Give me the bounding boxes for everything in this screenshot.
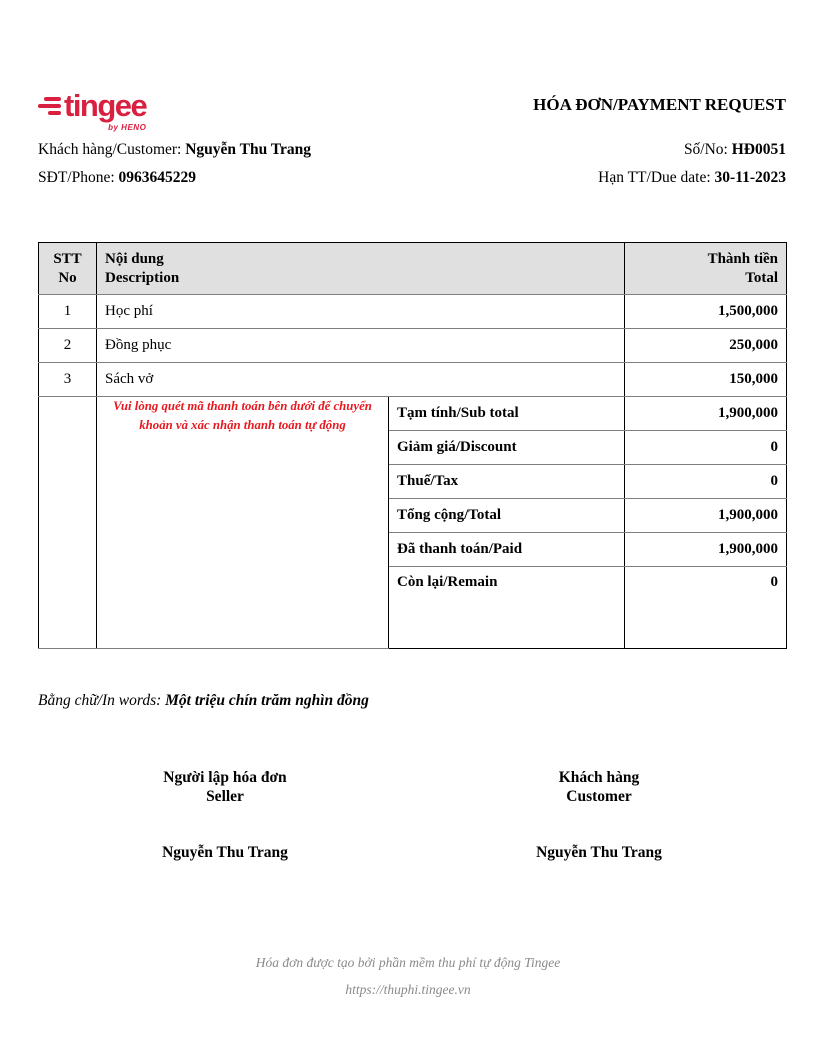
item-description: Học phí — [97, 295, 625, 329]
customer-signature-block — [412, 768, 786, 862]
item-no: 1 — [39, 295, 97, 329]
column-header-total — [625, 243, 787, 295]
header-no-line2: No — [58, 269, 77, 286]
summary-label: Thuế/Tax — [389, 465, 625, 499]
customer-title-en: Customer — [566, 788, 632, 806]
customer-name-signature: Nguyễn Thu Trang — [536, 843, 662, 861]
summary-value: 1,900,000 — [625, 499, 787, 533]
info-row-2 — [38, 169, 786, 187]
table-row — [39, 363, 787, 397]
item-amount: 250,000 — [625, 329, 787, 363]
seller-title-vi: Người lập hóa đơn — [163, 769, 287, 786]
document-title: HÓA ĐƠN/PAYMENT REQUEST — [533, 95, 786, 114]
footer-url: https://thuphi.tingee.vn — [345, 982, 471, 997]
seller-name: Nguyễn Thu Trang — [162, 843, 288, 861]
summary-value: 0 — [625, 567, 787, 649]
footer — [0, 955, 816, 998]
due-date-line — [598, 169, 786, 187]
header — [38, 90, 786, 132]
item-description: Sách vở — [97, 363, 625, 397]
column-header-description — [97, 243, 625, 295]
summary-label: Giảm giá/Discount — [389, 431, 625, 465]
summary-label: Tổng cộng/Total — [389, 499, 625, 533]
customer-title-vi: Khách hàng — [558, 769, 640, 786]
seller-title-en: Seller — [206, 788, 244, 806]
summary-label: Còn lại/Remain — [389, 567, 625, 649]
item-amount: 1,500,000 — [625, 295, 787, 329]
signature-section — [38, 768, 786, 862]
table-header-row — [39, 243, 787, 295]
phone-value: 0963645229 — [118, 169, 197, 186]
phone-label: SĐT/Phone: — [38, 169, 115, 186]
summary-value: 1,900,000 — [625, 397, 787, 431]
item-no: 3 — [39, 363, 97, 397]
phone-line — [38, 169, 196, 187]
due-date-label: Hạn TT/Due date: — [598, 169, 711, 186]
in-words-label: Bằng chữ/In words: — [38, 692, 162, 709]
logo-text: tingee — [64, 88, 147, 123]
summary-row — [39, 397, 787, 431]
payment-note-cell — [97, 397, 389, 649]
due-date-value: 30-11-2023 — [714, 169, 786, 186]
table-row — [39, 295, 787, 329]
item-amount: 150,000 — [625, 363, 787, 397]
table-row — [39, 329, 787, 363]
payment-note: Vui lòng quét mã thanh toán bên dưới để chuyển khoản và xác nhận thanh toán tự động — [113, 399, 372, 432]
header-total-line2: Total — [745, 269, 779, 286]
amount-in-words — [38, 692, 786, 710]
logo-speed-lines-icon — [38, 97, 61, 115]
customer-line — [38, 141, 311, 159]
customer-name: Nguyễn Thu Trang — [185, 141, 312, 158]
logo-byline: by HENO — [108, 123, 147, 132]
footer-line1: Hóa đơn được tạo bởi phần mềm thu phí tự động Tingee — [255, 955, 561, 970]
summary-label: Tạm tính/Sub total — [389, 397, 625, 431]
tingee-logo — [38, 90, 146, 132]
header-no-line1: STT — [53, 250, 82, 267]
in-words-value: Một triệu chín trăm nghìn đồng — [165, 692, 369, 709]
invoice-no-label: Số/No: — [683, 141, 728, 158]
seller-signature-block — [38, 768, 412, 862]
header-desc-line1: Nội dung — [105, 250, 164, 267]
summary-value: 0 — [625, 431, 787, 465]
invoice-no-value: HĐ0051 — [731, 141, 786, 158]
customer-label: Khách hàng/Customer: — [38, 141, 182, 158]
item-description: Đồng phục — [97, 329, 625, 363]
summary-empty-cell — [39, 397, 97, 649]
info-row-1 — [38, 141, 786, 159]
invoice-no-line — [684, 141, 786, 159]
item-no: 2 — [39, 329, 97, 363]
summary-label: Đã thanh toán/Paid — [389, 533, 625, 567]
column-header-no — [39, 243, 97, 295]
summary-value: 1,900,000 — [625, 533, 787, 567]
summary-value: 0 — [625, 465, 787, 499]
header-total-line1: Thành tiền — [707, 250, 779, 267]
header-desc-line2: Description — [105, 269, 180, 286]
invoice-table — [38, 242, 787, 649]
